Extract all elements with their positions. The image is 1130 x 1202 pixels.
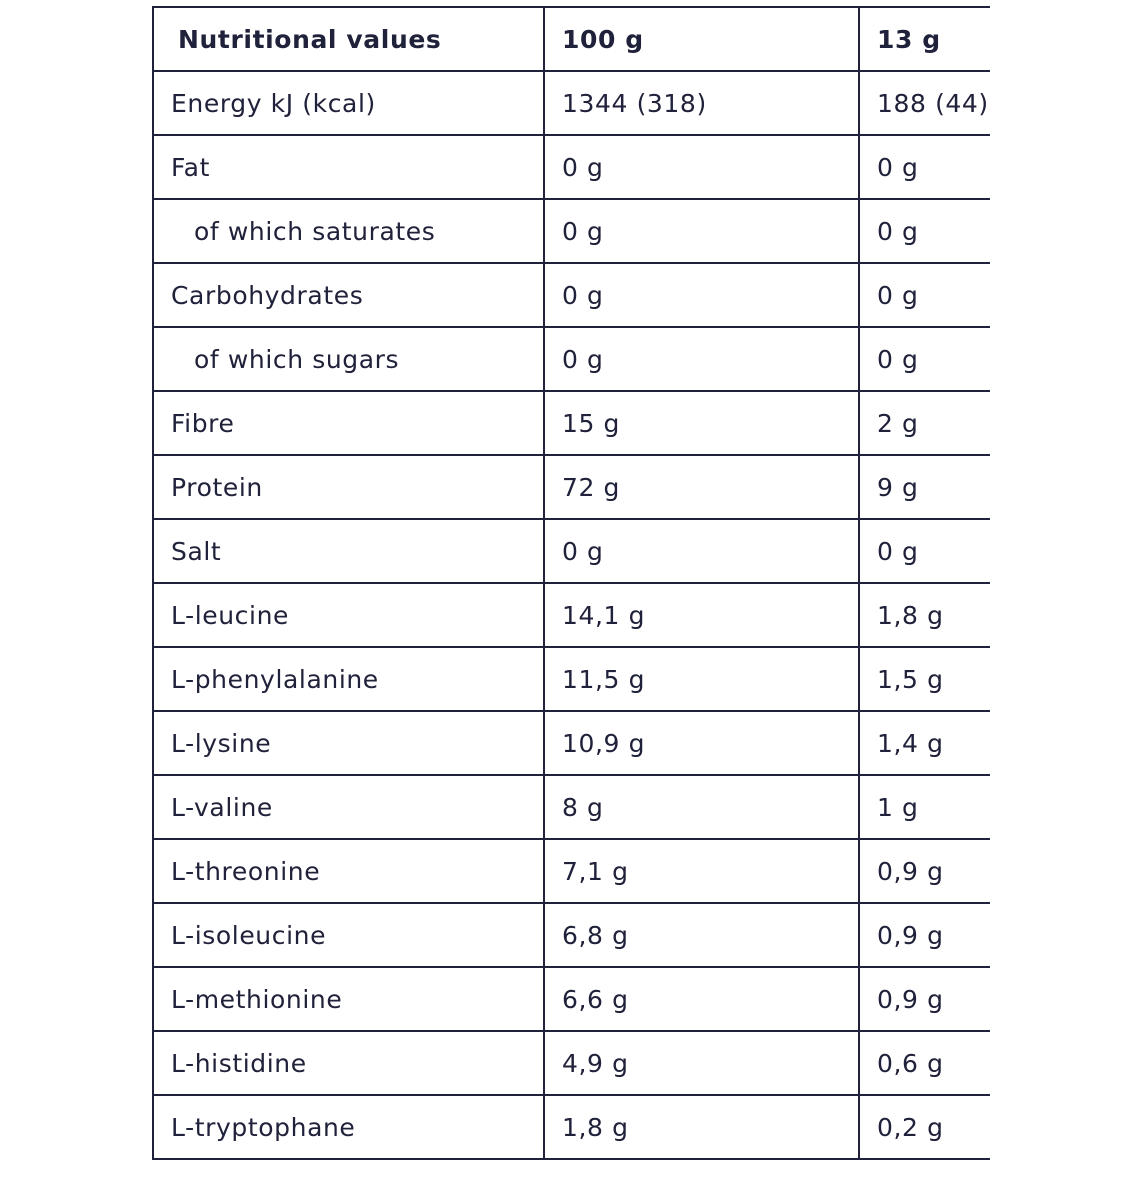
table-header-row — [153, 7, 990, 71]
table-row — [153, 711, 990, 775]
nutrient-label: Energy kJ (kcal) — [153, 71, 544, 135]
value-per-13g: 1,8 g — [859, 583, 990, 647]
nutrient-label: L-tryptophane — [153, 1095, 544, 1159]
table-row — [153, 71, 990, 135]
value-per-100g: 11,5 g — [544, 647, 859, 711]
table-row — [153, 327, 990, 391]
value-per-13g: 0,2 g — [859, 1095, 990, 1159]
nutrient-label: L-phenylalanine — [153, 647, 544, 711]
value-per-13g: 0 g — [859, 135, 990, 199]
table-row — [153, 391, 990, 455]
nutrient-label: Fibre — [153, 391, 544, 455]
nutrient-label: L-histidine — [153, 1031, 544, 1095]
table-row — [153, 1031, 990, 1095]
value-per-13g: 0 g — [859, 519, 990, 583]
nutrient-label: L-isoleucine — [153, 903, 544, 967]
table-row — [153, 519, 990, 583]
table-row — [153, 839, 990, 903]
nutrient-label: Fat — [153, 135, 544, 199]
nutrient-label: L-threonine — [153, 839, 544, 903]
nutrient-label: Carbohydrates — [153, 263, 544, 327]
value-per-13g: 188 (44) — [859, 71, 990, 135]
header-nutritional-values: Nutritional values — [153, 7, 544, 71]
value-per-13g: 9 g — [859, 455, 990, 519]
nutrient-label: L-leucine — [153, 583, 544, 647]
table-row — [153, 135, 990, 199]
value-per-13g: 1,5 g — [859, 647, 990, 711]
value-per-13g: 1 g — [859, 775, 990, 839]
value-per-100g: 8 g — [544, 775, 859, 839]
value-per-100g: 15 g — [544, 391, 859, 455]
nutrient-label: L-methionine — [153, 967, 544, 1031]
value-per-100g: 0 g — [544, 199, 859, 263]
header-per-13g: 13 g — [859, 7, 990, 71]
value-per-100g: 14,1 g — [544, 583, 859, 647]
nutrition-table-body — [153, 71, 990, 1159]
nutrient-label: L-valine — [153, 775, 544, 839]
value-per-100g: 7,1 g — [544, 839, 859, 903]
value-per-100g: 0 g — [544, 519, 859, 583]
nutrient-label: L-lysine — [153, 711, 544, 775]
table-row — [153, 1095, 990, 1159]
table-row — [153, 775, 990, 839]
value-per-13g: 0,9 g — [859, 903, 990, 967]
table-row — [153, 583, 990, 647]
value-per-13g: 2 g — [859, 391, 990, 455]
table-row — [153, 455, 990, 519]
nutrient-label: of which sugars — [153, 327, 544, 391]
table-row — [153, 647, 990, 711]
nutrition-table — [152, 6, 990, 1160]
table-row — [153, 967, 990, 1031]
value-per-100g: 1,8 g — [544, 1095, 859, 1159]
value-per-13g: 1,4 g — [859, 711, 990, 775]
table-row — [153, 903, 990, 967]
value-per-100g: 10,9 g — [544, 711, 859, 775]
nutrient-label: of which saturates — [153, 199, 544, 263]
value-per-100g: 1344 (318) — [544, 71, 859, 135]
nutrient-label: Protein — [153, 455, 544, 519]
value-per-13g: 0 g — [859, 199, 990, 263]
value-per-100g: 72 g — [544, 455, 859, 519]
header-per-100g: 100 g — [544, 7, 859, 71]
nutrient-label: Salt — [153, 519, 544, 583]
value-per-13g: 0 g — [859, 263, 990, 327]
value-per-100g: 6,6 g — [544, 967, 859, 1031]
value-per-100g: 4,9 g — [544, 1031, 859, 1095]
value-per-13g: 0,6 g — [859, 1031, 990, 1095]
table-row — [153, 263, 990, 327]
table-row — [153, 199, 990, 263]
value-per-13g: 0,9 g — [859, 839, 990, 903]
value-per-100g: 0 g — [544, 263, 859, 327]
value-per-13g: 0,9 g — [859, 967, 990, 1031]
value-per-100g: 6,8 g — [544, 903, 859, 967]
value-per-13g: 0 g — [859, 327, 990, 391]
value-per-100g: 0 g — [544, 135, 859, 199]
value-per-100g: 0 g — [544, 327, 859, 391]
nutrition-table-container — [152, 6, 990, 1197]
